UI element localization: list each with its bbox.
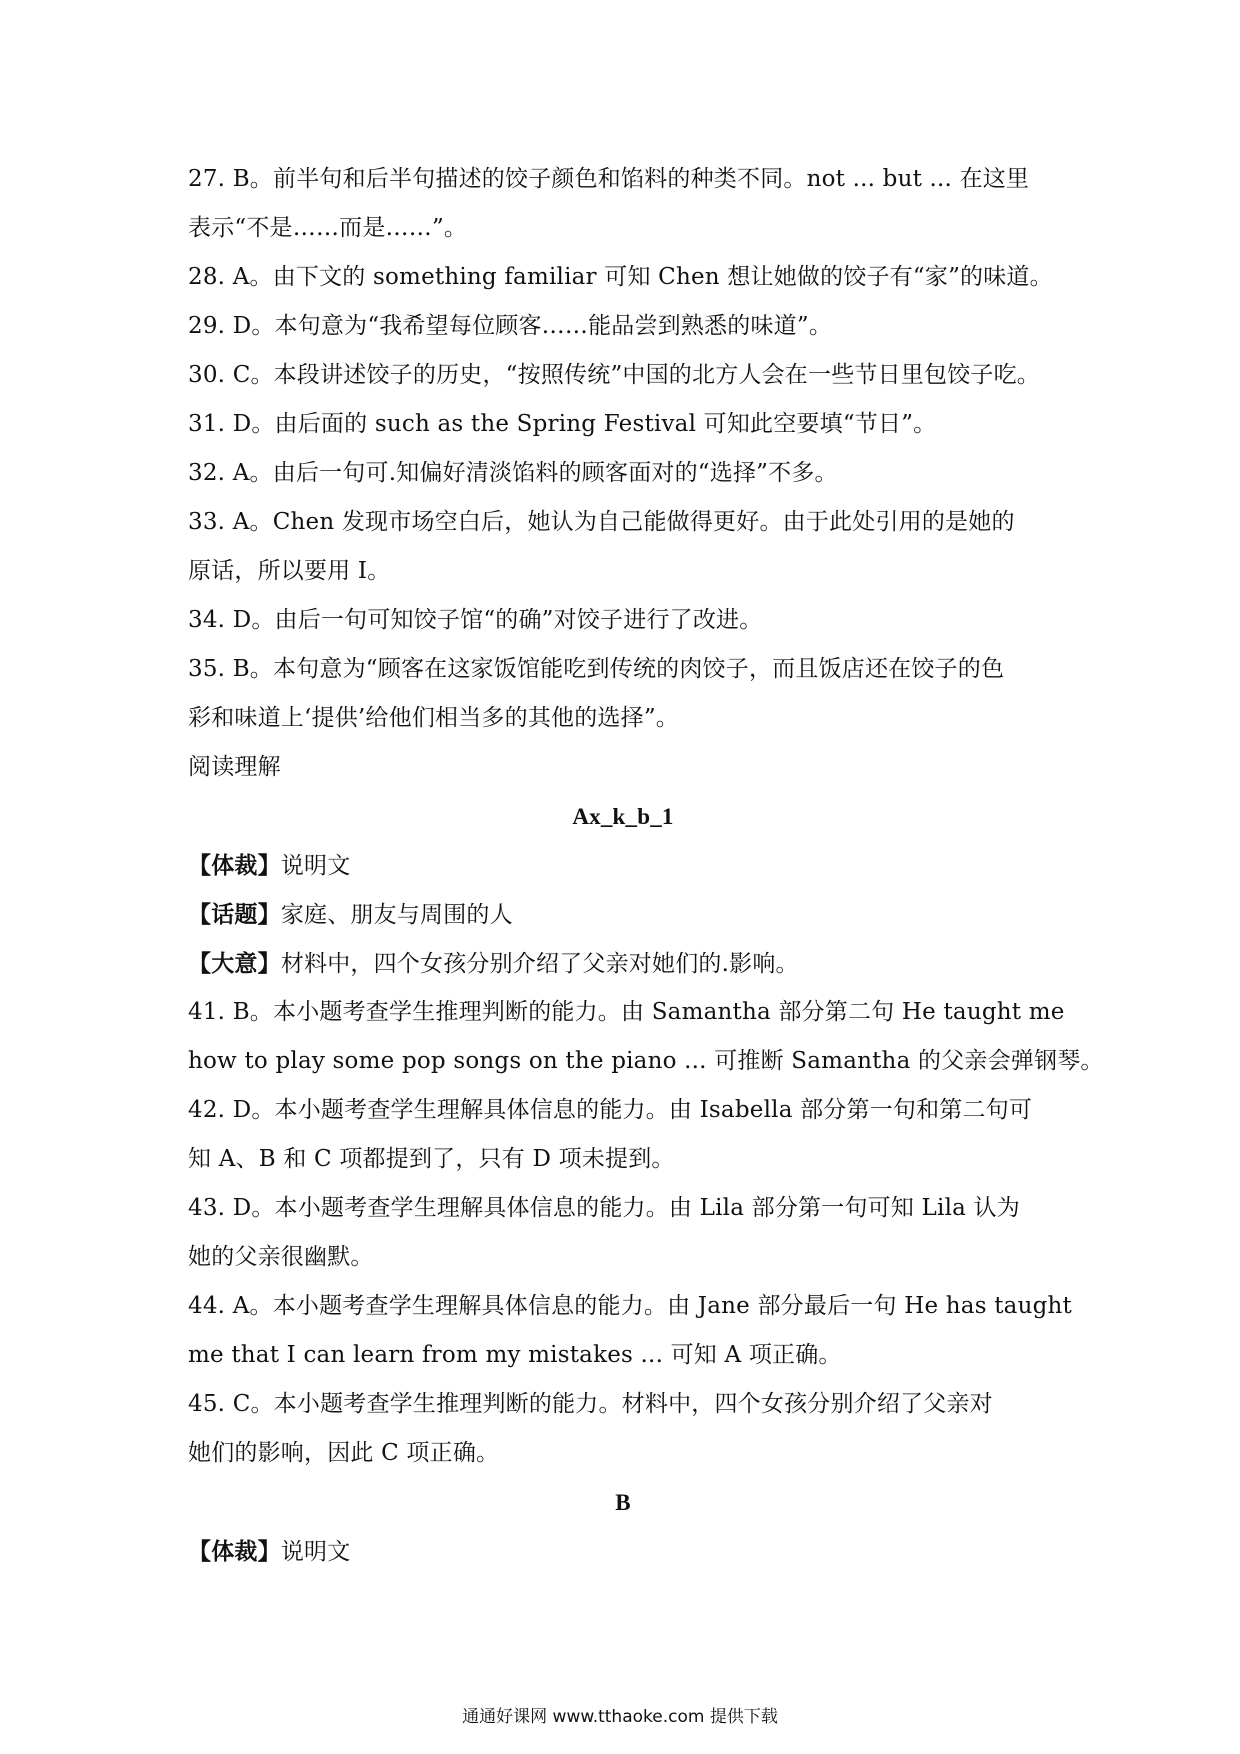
summary-value: 材料中，四个女孩分别介绍了父亲对她们的.影响。 xyxy=(280,951,799,977)
page-footer: 通通好课网 www.tthaoke.com 提供下载 xyxy=(462,1707,778,1727)
answer-line: 表示“不是……而是……”。 xyxy=(188,215,468,241)
answer-line: 35. B。本句意为“顾客在这家饭馆能吃到传统的肉饺子，而且饭店还在饺子的色 xyxy=(188,656,1005,682)
answer-line: 她的父亲很幽默。 xyxy=(188,1244,374,1270)
answer-line: 29. D。本句意为“我希望每位顾客……能品尝到熟悉的味道”。 xyxy=(188,313,833,339)
answer-line: 知 A、B 和 C 项都提到了，只有 D 项未提到。 xyxy=(188,1146,675,1172)
section-b-heading: B xyxy=(615,1490,631,1515)
topic-tag: 【话题】 xyxy=(188,901,281,928)
answer-line: 42. D。本小题考查学生理解具体信息的能力。由 Isabella 部分第一句和第二句可 xyxy=(188,1097,1033,1123)
answer-line: 44. A。本小题考查学生理解具体信息的能力。由 Jane 部分最后一句 He has taught xyxy=(188,1293,1072,1319)
section-a-heading: Ax_k_b_1 xyxy=(572,804,674,829)
answer-line: me that I can learn from my mistakes ... 可知 A 项正确。 xyxy=(188,1342,842,1368)
answer-line: 27. B。前半句和后半句描述的饺子颜色和馅料的种类不同。not ... but ... 在这里 xyxy=(188,166,1030,192)
section-title-reading: 阅读理解 xyxy=(188,754,281,780)
section-a-topic xyxy=(188,890,1058,939)
answer-line: 33. A。Chen 发现市场空白后，她认为自己能做得更好。由于此处引用的是她的 xyxy=(188,509,1015,535)
answer-line: 28. A。由下文的 something familiar 可知 Chen 想让她做的饺子有“家”的味道。 xyxy=(188,264,1053,290)
answer-line: how to play some pop songs on the piano ... 可推断 Samantha 的父亲会弹钢琴。 xyxy=(188,1048,1104,1074)
answer-line: 彩和味道上‘提供’给他们相当多的其他的选择”。 xyxy=(188,705,679,731)
section-a-summary xyxy=(188,939,1058,988)
summary-tag: 【大意】 xyxy=(188,950,281,977)
answer-line: 43. D。本小题考查学生理解具体信息的能力。由 Lila 部分第一句可知 Lila 认为 xyxy=(188,1195,1020,1221)
section-b-genre xyxy=(188,1527,1058,1576)
genre-value: 说明文 xyxy=(280,1539,351,1565)
genre-tag: 【体裁】 xyxy=(188,1538,281,1565)
topic-value: 家庭、朋友与周围的人 xyxy=(280,902,513,928)
answer-line: 原话，所以要用 I。 xyxy=(188,558,391,584)
answer-line: 30. C。本段讲述饺子的历史，“按照传统”中国的北方人会在一些节日里包饺子吃。 xyxy=(188,362,1041,388)
answer-line: 31. D。由后面的 such as the Spring Festival 可知此空要填“节日”。 xyxy=(188,411,937,437)
answer-line: 她们的影响，因此 C 项正确。 xyxy=(188,1440,500,1466)
document-body xyxy=(188,155,1104,1576)
answer-line: 41. B。本小题考查学生推理判断的能力。由 Samantha 部分第二句 He taught me xyxy=(188,999,1065,1025)
genre-value: 说明文 xyxy=(280,853,351,879)
answer-line: 32. A。由后一句可.知偏好清淡馅料的顾客面对的“选择”不多。 xyxy=(188,460,838,486)
answer-line: 45. C。本小题考查学生推理判断的能力。材料中，四个女孩分别介绍了父亲对 xyxy=(188,1391,993,1417)
answer-line: 34. D。由后一句可知饺子馆“的确”对饺子进行了改进。 xyxy=(188,607,763,633)
section-a-genre xyxy=(188,841,1058,890)
genre-tag: 【体裁】 xyxy=(188,852,281,879)
